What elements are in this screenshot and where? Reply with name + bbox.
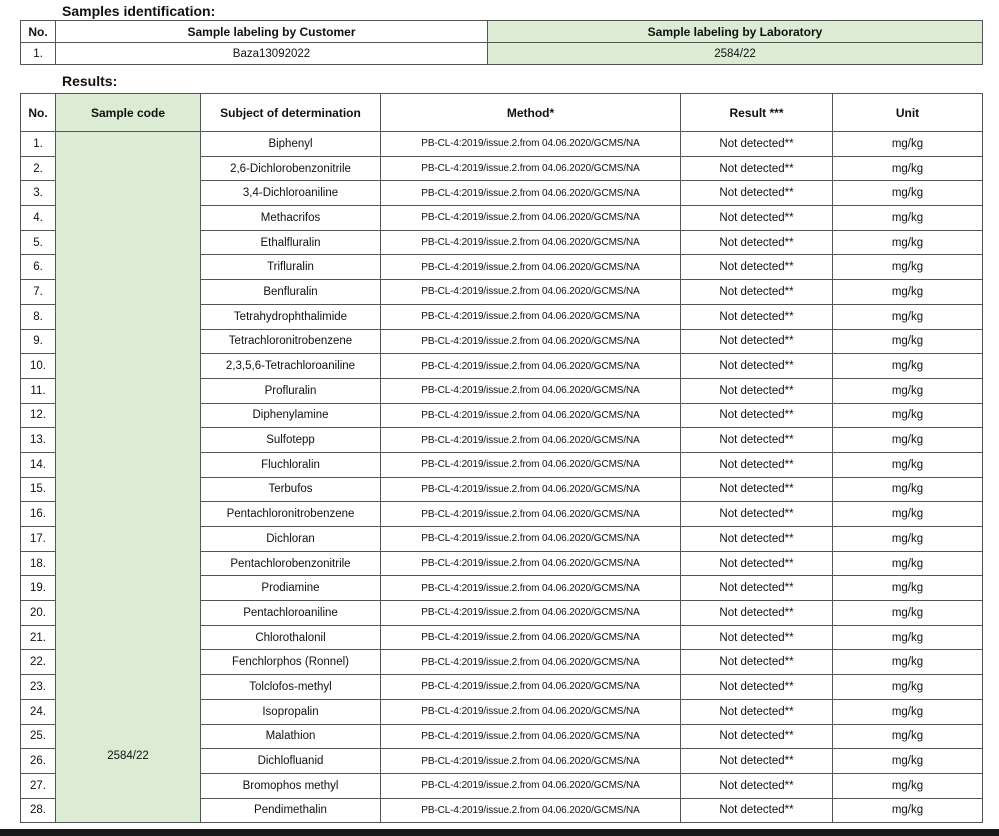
results-method-header: Method* <box>381 94 681 132</box>
row-no-cell: 23. <box>21 675 56 700</box>
row-method-cell: PB-CL-4:2019/issue.2.from 04.06.2020/GCMS/NA <box>381 675 681 700</box>
results-unit-header: Unit <box>833 94 983 132</box>
row-no-cell: 13. <box>21 428 56 453</box>
ident-header-row <box>21 21 983 43</box>
row-method-cell: PB-CL-4:2019/issue.2.from 04.06.2020/GCMS/NA <box>381 773 681 798</box>
row-unit-cell: mg/kg <box>833 675 983 700</box>
row-result-cell: Not detected** <box>681 304 833 329</box>
results-table <box>20 93 983 823</box>
row-subject-cell: Ethalfluralin <box>201 230 381 255</box>
row-result-cell: Not detected** <box>681 527 833 552</box>
row-no-cell: 27. <box>21 773 56 798</box>
row-subject-cell: Tolclofos-methyl <box>201 675 381 700</box>
row-method-cell: PB-CL-4:2019/issue.2.from 04.06.2020/GCMS/NA <box>381 452 681 477</box>
bottom-bar <box>0 829 999 836</box>
row-result-cell: Not detected** <box>681 156 833 181</box>
row-result-cell: Not detected** <box>681 181 833 206</box>
row-method-cell: PB-CL-4:2019/issue.2.from 04.06.2020/GCMS/NA <box>381 798 681 823</box>
row-unit-cell: mg/kg <box>833 230 983 255</box>
row-unit-cell: mg/kg <box>833 156 983 181</box>
row-unit-cell: mg/kg <box>833 280 983 305</box>
row-method-cell: PB-CL-4:2019/issue.2.from 04.06.2020/GCMS/NA <box>381 403 681 428</box>
row-result-cell: Not detected** <box>681 601 833 626</box>
ident-row <box>21 43 983 65</box>
row-subject-cell: Dichloran <box>201 527 381 552</box>
row-subject-cell: Pendimethalin <box>201 798 381 823</box>
row-subject-cell: Isopropalin <box>201 699 381 724</box>
row-subject-cell: 2,3,5,6-Tetrachloroaniline <box>201 354 381 379</box>
row-result-cell: Not detected** <box>681 477 833 502</box>
row-method-cell: PB-CL-4:2019/issue.2.from 04.06.2020/GCMS/NA <box>381 280 681 305</box>
row-subject-cell: 3,4-Dichloroaniline <box>201 181 381 206</box>
row-result-cell: Not detected** <box>681 502 833 527</box>
ident-customer-header: Sample labeling by Customer <box>56 21 488 43</box>
row-unit-cell: mg/kg <box>833 428 983 453</box>
row-unit-cell: mg/kg <box>833 576 983 601</box>
sample-code-cell: 2584/22 <box>56 132 201 823</box>
row-subject-cell: Sulfotepp <box>201 428 381 453</box>
ident-laboratory-header: Sample labeling by Laboratory <box>488 21 983 43</box>
row-method-cell: PB-CL-4:2019/issue.2.from 04.06.2020/GCMS/NA <box>381 156 681 181</box>
row-subject-cell: Chlorothalonil <box>201 625 381 650</box>
row-unit-cell: mg/kg <box>833 378 983 403</box>
row-no-cell: 6. <box>21 255 56 280</box>
row-unit-cell: mg/kg <box>833 527 983 552</box>
row-method-cell: PB-CL-4:2019/issue.2.from 04.06.2020/GCMS/NA <box>381 551 681 576</box>
row-subject-cell: Tetrahydrophthalimide <box>201 304 381 329</box>
row-no-cell: 15. <box>21 477 56 502</box>
row-method-cell: PB-CL-4:2019/issue.2.from 04.06.2020/GCMS/NA <box>381 255 681 280</box>
row-unit-cell: mg/kg <box>833 354 983 379</box>
row-no-cell: 3. <box>21 181 56 206</box>
ident-no-header: No. <box>21 21 56 43</box>
row-subject-cell: Bromophos methyl <box>201 773 381 798</box>
row-result-cell: Not detected** <box>681 650 833 675</box>
row-no-cell: 8. <box>21 304 56 329</box>
results-sample-code-header: Sample code <box>56 94 201 132</box>
results-subject-header: Subject of determination <box>201 94 381 132</box>
results-result-header: Result *** <box>681 94 833 132</box>
row-unit-cell: mg/kg <box>833 798 983 823</box>
row-result-cell: Not detected** <box>681 452 833 477</box>
row-result-cell: Not detected** <box>681 576 833 601</box>
row-unit-cell: mg/kg <box>833 452 983 477</box>
row-no-cell: 24. <box>21 699 56 724</box>
row-result-cell: Not detected** <box>681 551 833 576</box>
row-unit-cell: mg/kg <box>833 699 983 724</box>
row-result-cell: Not detected** <box>681 699 833 724</box>
row-result-cell: Not detected** <box>681 675 833 700</box>
samples-identification-title: Samples identification: <box>62 3 216 19</box>
row-subject-cell: Pentachlorobenzonitrile <box>201 551 381 576</box>
row-subject-cell: Pentachloronitrobenzene <box>201 502 381 527</box>
row-subject-cell: Methacrifos <box>201 206 381 231</box>
row-unit-cell: mg/kg <box>833 181 983 206</box>
row-method-cell: PB-CL-4:2019/issue.2.from 04.06.2020/GCMS/NA <box>381 132 681 157</box>
row-method-cell: PB-CL-4:2019/issue.2.from 04.06.2020/GCMS/NA <box>381 724 681 749</box>
row-unit-cell: mg/kg <box>833 749 983 774</box>
row-no-cell: 20. <box>21 601 56 626</box>
row-no-cell: 12. <box>21 403 56 428</box>
row-method-cell: PB-CL-4:2019/issue.2.from 04.06.2020/GCMS/NA <box>381 576 681 601</box>
row-no-cell: 26. <box>21 749 56 774</box>
ident-no-cell: 1. <box>21 43 56 65</box>
results-title: Results: <box>62 73 118 89</box>
ident-customer-cell: Baza13092022 <box>56 43 488 65</box>
row-unit-cell: mg/kg <box>833 329 983 354</box>
row-no-cell: 25. <box>21 724 56 749</box>
row-unit-cell: mg/kg <box>833 724 983 749</box>
row-result-cell: Not detected** <box>681 280 833 305</box>
row-no-cell: 2. <box>21 156 56 181</box>
row-no-cell: 19. <box>21 576 56 601</box>
row-subject-cell: Diphenylamine <box>201 403 381 428</box>
row-subject-cell: Benfluralin <box>201 280 381 305</box>
row-unit-cell: mg/kg <box>833 132 983 157</box>
row-method-cell: PB-CL-4:2019/issue.2.from 04.06.2020/GCMS/NA <box>381 329 681 354</box>
row-result-cell: Not detected** <box>681 428 833 453</box>
row-subject-cell: Fluchloralin <box>201 452 381 477</box>
row-unit-cell: mg/kg <box>833 206 983 231</box>
row-no-cell: 5. <box>21 230 56 255</box>
table-row <box>21 132 983 157</box>
row-result-cell: Not detected** <box>681 749 833 774</box>
row-method-cell: PB-CL-4:2019/issue.2.from 04.06.2020/GCMS/NA <box>381 206 681 231</box>
results-no-header: No. <box>21 94 56 132</box>
row-method-cell: PB-CL-4:2019/issue.2.from 04.06.2020/GCMS/NA <box>381 625 681 650</box>
row-unit-cell: mg/kg <box>833 625 983 650</box>
row-method-cell: PB-CL-4:2019/issue.2.from 04.06.2020/GCMS/NA <box>381 230 681 255</box>
row-no-cell: 14. <box>21 452 56 477</box>
row-unit-cell: mg/kg <box>833 773 983 798</box>
row-unit-cell: mg/kg <box>833 551 983 576</box>
row-no-cell: 18. <box>21 551 56 576</box>
row-result-cell: Not detected** <box>681 206 833 231</box>
row-method-cell: PB-CL-4:2019/issue.2.from 04.06.2020/GCMS/NA <box>381 699 681 724</box>
row-subject-cell: Terbufos <box>201 477 381 502</box>
row-unit-cell: mg/kg <box>833 502 983 527</box>
row-result-cell: Not detected** <box>681 132 833 157</box>
samples-identification-table <box>20 20 983 65</box>
row-subject-cell: Biphenyl <box>201 132 381 157</box>
row-subject-cell: Pentachloroaniline <box>201 601 381 626</box>
row-no-cell: 17. <box>21 527 56 552</box>
row-no-cell: 22. <box>21 650 56 675</box>
row-result-cell: Not detected** <box>681 354 833 379</box>
row-result-cell: Not detected** <box>681 230 833 255</box>
row-subject-cell: 2,6-Dichlorobenzonitrile <box>201 156 381 181</box>
row-no-cell: 11. <box>21 378 56 403</box>
row-result-cell: Not detected** <box>681 773 833 798</box>
row-no-cell: 9. <box>21 329 56 354</box>
row-no-cell: 28. <box>21 798 56 823</box>
row-method-cell: PB-CL-4:2019/issue.2.from 04.06.2020/GCMS/NA <box>381 502 681 527</box>
ident-laboratory-cell: 2584/22 <box>488 43 983 65</box>
row-subject-cell: Dichlofluanid <box>201 749 381 774</box>
row-no-cell: 10. <box>21 354 56 379</box>
row-result-cell: Not detected** <box>681 403 833 428</box>
row-subject-cell: Trifluralin <box>201 255 381 280</box>
row-unit-cell: mg/kg <box>833 477 983 502</box>
row-result-cell: Not detected** <box>681 378 833 403</box>
row-method-cell: PB-CL-4:2019/issue.2.from 04.06.2020/GCMS/NA <box>381 181 681 206</box>
row-unit-cell: mg/kg <box>833 601 983 626</box>
row-subject-cell: Fenchlorphos (Ronnel) <box>201 650 381 675</box>
row-method-cell: PB-CL-4:2019/issue.2.from 04.06.2020/GCMS/NA <box>381 601 681 626</box>
row-result-cell: Not detected** <box>681 798 833 823</box>
results-header-row <box>21 94 983 132</box>
row-method-cell: PB-CL-4:2019/issue.2.from 04.06.2020/GCMS/NA <box>381 749 681 774</box>
row-no-cell: 16. <box>21 502 56 527</box>
row-method-cell: PB-CL-4:2019/issue.2.from 04.06.2020/GCMS/NA <box>381 477 681 502</box>
row-subject-cell: Tetrachloronitrobenzene <box>201 329 381 354</box>
row-method-cell: PB-CL-4:2019/issue.2.from 04.06.2020/GCMS/NA <box>381 650 681 675</box>
row-result-cell: Not detected** <box>681 625 833 650</box>
row-no-cell: 21. <box>21 625 56 650</box>
row-subject-cell: Prodiamine <box>201 576 381 601</box>
row-result-cell: Not detected** <box>681 724 833 749</box>
row-method-cell: PB-CL-4:2019/issue.2.from 04.06.2020/GCMS/NA <box>381 428 681 453</box>
row-result-cell: Not detected** <box>681 329 833 354</box>
row-unit-cell: mg/kg <box>833 403 983 428</box>
row-unit-cell: mg/kg <box>833 255 983 280</box>
row-result-cell: Not detected** <box>681 255 833 280</box>
row-unit-cell: mg/kg <box>833 650 983 675</box>
row-subject-cell: Malathion <box>201 724 381 749</box>
row-method-cell: PB-CL-4:2019/issue.2.from 04.06.2020/GCMS/NA <box>381 378 681 403</box>
row-method-cell: PB-CL-4:2019/issue.2.from 04.06.2020/GCMS/NA <box>381 527 681 552</box>
row-no-cell: 7. <box>21 280 56 305</box>
row-unit-cell: mg/kg <box>833 304 983 329</box>
row-method-cell: PB-CL-4:2019/issue.2.from 04.06.2020/GCMS/NA <box>381 354 681 379</box>
row-no-cell: 4. <box>21 206 56 231</box>
row-method-cell: PB-CL-4:2019/issue.2.from 04.06.2020/GCMS/NA <box>381 304 681 329</box>
row-no-cell: 1. <box>21 132 56 157</box>
row-subject-cell: Profluralin <box>201 378 381 403</box>
